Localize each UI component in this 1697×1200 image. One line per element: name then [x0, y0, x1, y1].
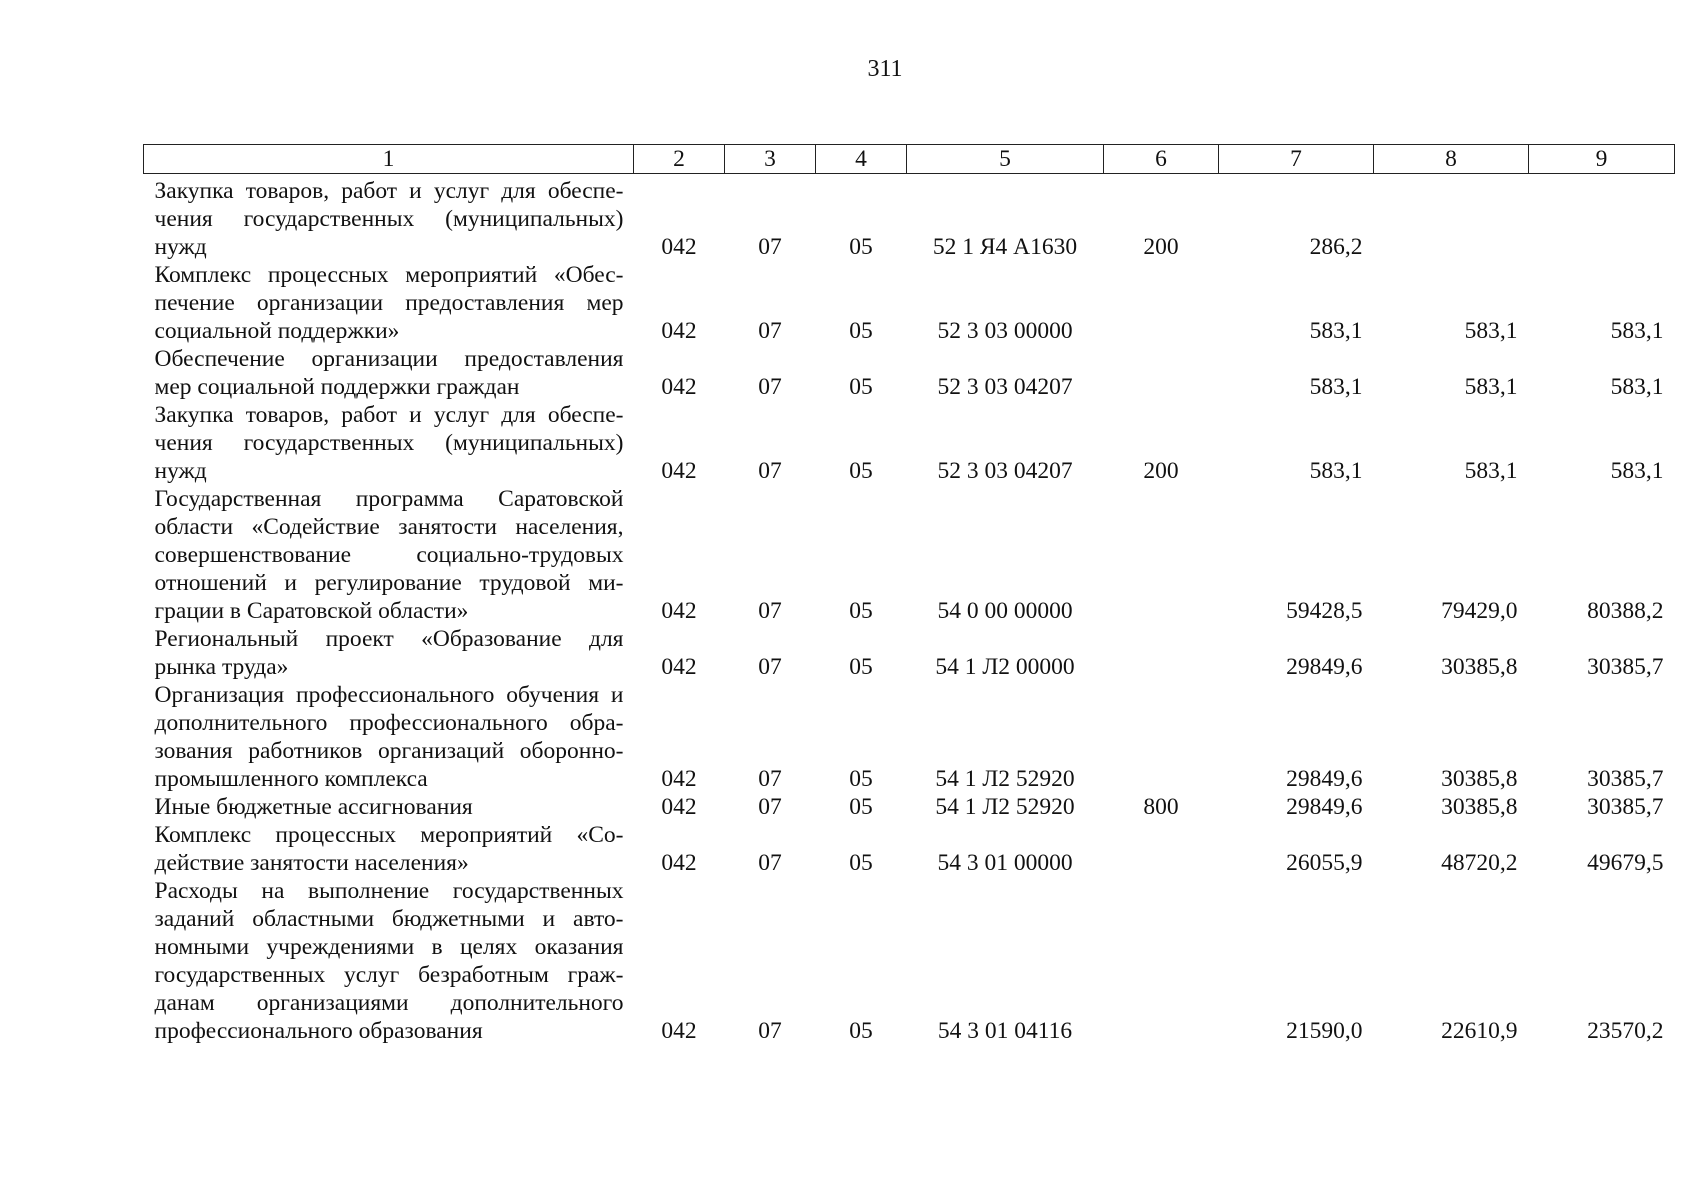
ministry-code: 042: [661, 766, 697, 792]
item-name: Расходы на выполнение государственных заданий областными бюджетными и авто-номными учреждениями в целях оказания государственных услуг безработным граж-данам организациями дополнительного профессионального образования: [154, 878, 624, 1044]
amount-col7: 286,2: [1309, 234, 1363, 260]
target-article-code: 54 1 Л2 00000: [935, 654, 1075, 680]
expense-type-code: [1104, 681, 1219, 793]
amount-col9: 583,1: [1610, 374, 1664, 400]
amount-col9: 583,1: [1610, 458, 1664, 484]
ministry-code: 042: [661, 234, 697, 260]
budget-table: [143, 144, 1675, 1045]
amount-col8: 583,1: [1464, 458, 1518, 484]
target-article-code: 54 3 01 04116: [937, 1018, 1073, 1044]
target-article-code: 52 3 03 04207: [937, 374, 1073, 400]
amount-col8: 30385,8: [1441, 794, 1518, 820]
ministry-code: 042: [661, 374, 697, 400]
amount-col7: 59428,5: [1286, 598, 1363, 624]
ministry-code: 042: [661, 794, 697, 820]
amount-col7: 583,1: [1309, 374, 1363, 400]
item-name: Организация профессионального обучения и дополнительного профессионального обра-зования работников организаций оборонно-промышленного комплекса: [154, 682, 624, 792]
amount-col7: 29849,6: [1286, 766, 1363, 792]
target-article-code: 52 1 Я4 А1630: [932, 234, 1078, 260]
subsection-code: 05: [849, 850, 873, 876]
section-code: 07: [758, 234, 782, 260]
item-name: Комплекс процессных мероприятий «Обес-печение организации предоставления мер социальной поддержки»: [154, 262, 624, 344]
subsection-code: 05: [849, 374, 873, 400]
column-header: 6: [1104, 145, 1219, 174]
amount-col8: 48720,2: [1441, 850, 1518, 876]
table-row: [144, 625, 1675, 681]
section-code: 07: [758, 1018, 782, 1044]
subsection-code: 05: [849, 1018, 873, 1044]
target-article-code: 52 3 03 04207: [937, 458, 1073, 484]
expense-type-code: 800: [1143, 794, 1179, 820]
expense-type-code: [1104, 877, 1219, 1045]
subsection-code: 05: [849, 598, 873, 624]
table-row: [144, 485, 1675, 625]
ministry-code: 042: [661, 1018, 697, 1044]
section-code: 07: [758, 654, 782, 680]
table-row: [144, 877, 1675, 1045]
section-code: 07: [758, 458, 782, 484]
expense-type-code: 200: [1143, 234, 1179, 260]
target-article-code: 54 1 Л2 52920: [935, 794, 1075, 820]
subsection-code: 05: [849, 794, 873, 820]
target-article-code: 54 1 Л2 52920: [935, 766, 1075, 792]
page-number: 311: [867, 56, 903, 82]
ministry-code: 042: [661, 458, 697, 484]
amount-col8: [1374, 174, 1529, 262]
table-row: [144, 261, 1675, 345]
amount-col8: 30385,8: [1441, 654, 1518, 680]
item-name: Закупка товаров, работ и услуг для обеспе-чения государственных (муниципальных) нужд: [154, 178, 624, 260]
item-name: Комплекс процессных мероприятий «Со-действие занятости населения»: [154, 822, 624, 876]
column-header: 1: [144, 145, 634, 174]
subsection-code: 05: [849, 766, 873, 792]
amount-col8: 30385,8: [1441, 766, 1518, 792]
amount-col9: 49679,5: [1587, 850, 1664, 876]
amount-col8: 79429,0: [1441, 598, 1518, 624]
column-header: 5: [907, 145, 1104, 174]
ministry-code: 042: [661, 850, 697, 876]
amount-col8: 583,1: [1464, 318, 1518, 344]
table-row: [144, 821, 1675, 877]
amount-col9: 80388,2: [1587, 598, 1664, 624]
amount-col7: 583,1: [1309, 458, 1363, 484]
table-row: [144, 793, 1675, 821]
section-code: 07: [758, 850, 782, 876]
subsection-code: 05: [849, 458, 873, 484]
section-code: 07: [758, 318, 782, 344]
section-code: 07: [758, 374, 782, 400]
target-article-code: 52 3 03 00000: [937, 318, 1073, 344]
column-header: 4: [816, 145, 907, 174]
table-row: [144, 681, 1675, 793]
table-row: [144, 345, 1675, 401]
expense-type-code: [1104, 345, 1219, 401]
ministry-code: 042: [661, 654, 697, 680]
table-row: [144, 401, 1675, 485]
subsection-code: 05: [849, 654, 873, 680]
ministry-code: 042: [661, 598, 697, 624]
item-name: Иные бюджетные ассигнования: [154, 794, 473, 820]
expense-type-code: [1104, 625, 1219, 681]
target-article-code: 54 3 01 00000: [937, 850, 1073, 876]
amount-col9: [1529, 174, 1675, 262]
item-name: Региональный проект «Образование для рынка труда»: [154, 626, 624, 680]
amount-col7: 21590,0: [1286, 1018, 1363, 1044]
amount-col9: 23570,2: [1587, 1018, 1664, 1044]
amount-col8: 22610,9: [1441, 1018, 1518, 1044]
amount-col7: 29849,6: [1286, 654, 1363, 680]
amount-col7: 583,1: [1309, 318, 1363, 344]
ministry-code: 042: [661, 318, 697, 344]
expense-type-code: [1104, 821, 1219, 877]
subsection-code: 05: [849, 318, 873, 344]
column-header: 2: [634, 145, 725, 174]
table-row: [144, 174, 1675, 262]
column-header: 9: [1529, 145, 1675, 174]
expense-type-code: [1104, 485, 1219, 625]
amount-col7: 29849,6: [1286, 794, 1363, 820]
item-name: Закупка товаров, работ и услуг для обеспе-чения государственных (муниципальных) нужд: [154, 402, 624, 484]
column-header: 8: [1374, 145, 1529, 174]
target-article-code: 54 0 00 00000: [937, 598, 1073, 624]
expense-type-code: 200: [1143, 458, 1179, 484]
section-code: 07: [758, 794, 782, 820]
column-header: 7: [1219, 145, 1374, 174]
amount-col9: 30385,7: [1587, 794, 1664, 820]
item-name: Обеспечение организации предоставления мер социальной поддержки граждан: [154, 346, 624, 400]
column-header: 3: [725, 145, 816, 174]
amount-col7: 26055,9: [1286, 850, 1363, 876]
section-code: 07: [758, 598, 782, 624]
amount-col9: 583,1: [1610, 318, 1664, 344]
subsection-code: 05: [849, 234, 873, 260]
expense-type-code: [1104, 261, 1219, 345]
amount-col9: 30385,7: [1587, 654, 1664, 680]
amount-col9: 30385,7: [1587, 766, 1664, 792]
header-row: [144, 145, 1675, 174]
amount-col8: 583,1: [1464, 374, 1518, 400]
section-code: 07: [758, 766, 782, 792]
item-name: Государственная программа Саратовской области «Содействие занятости населения, совершенствование социально-трудовых отношений и регулирование трудовой ми-грации в Саратовской области»: [154, 486, 624, 624]
